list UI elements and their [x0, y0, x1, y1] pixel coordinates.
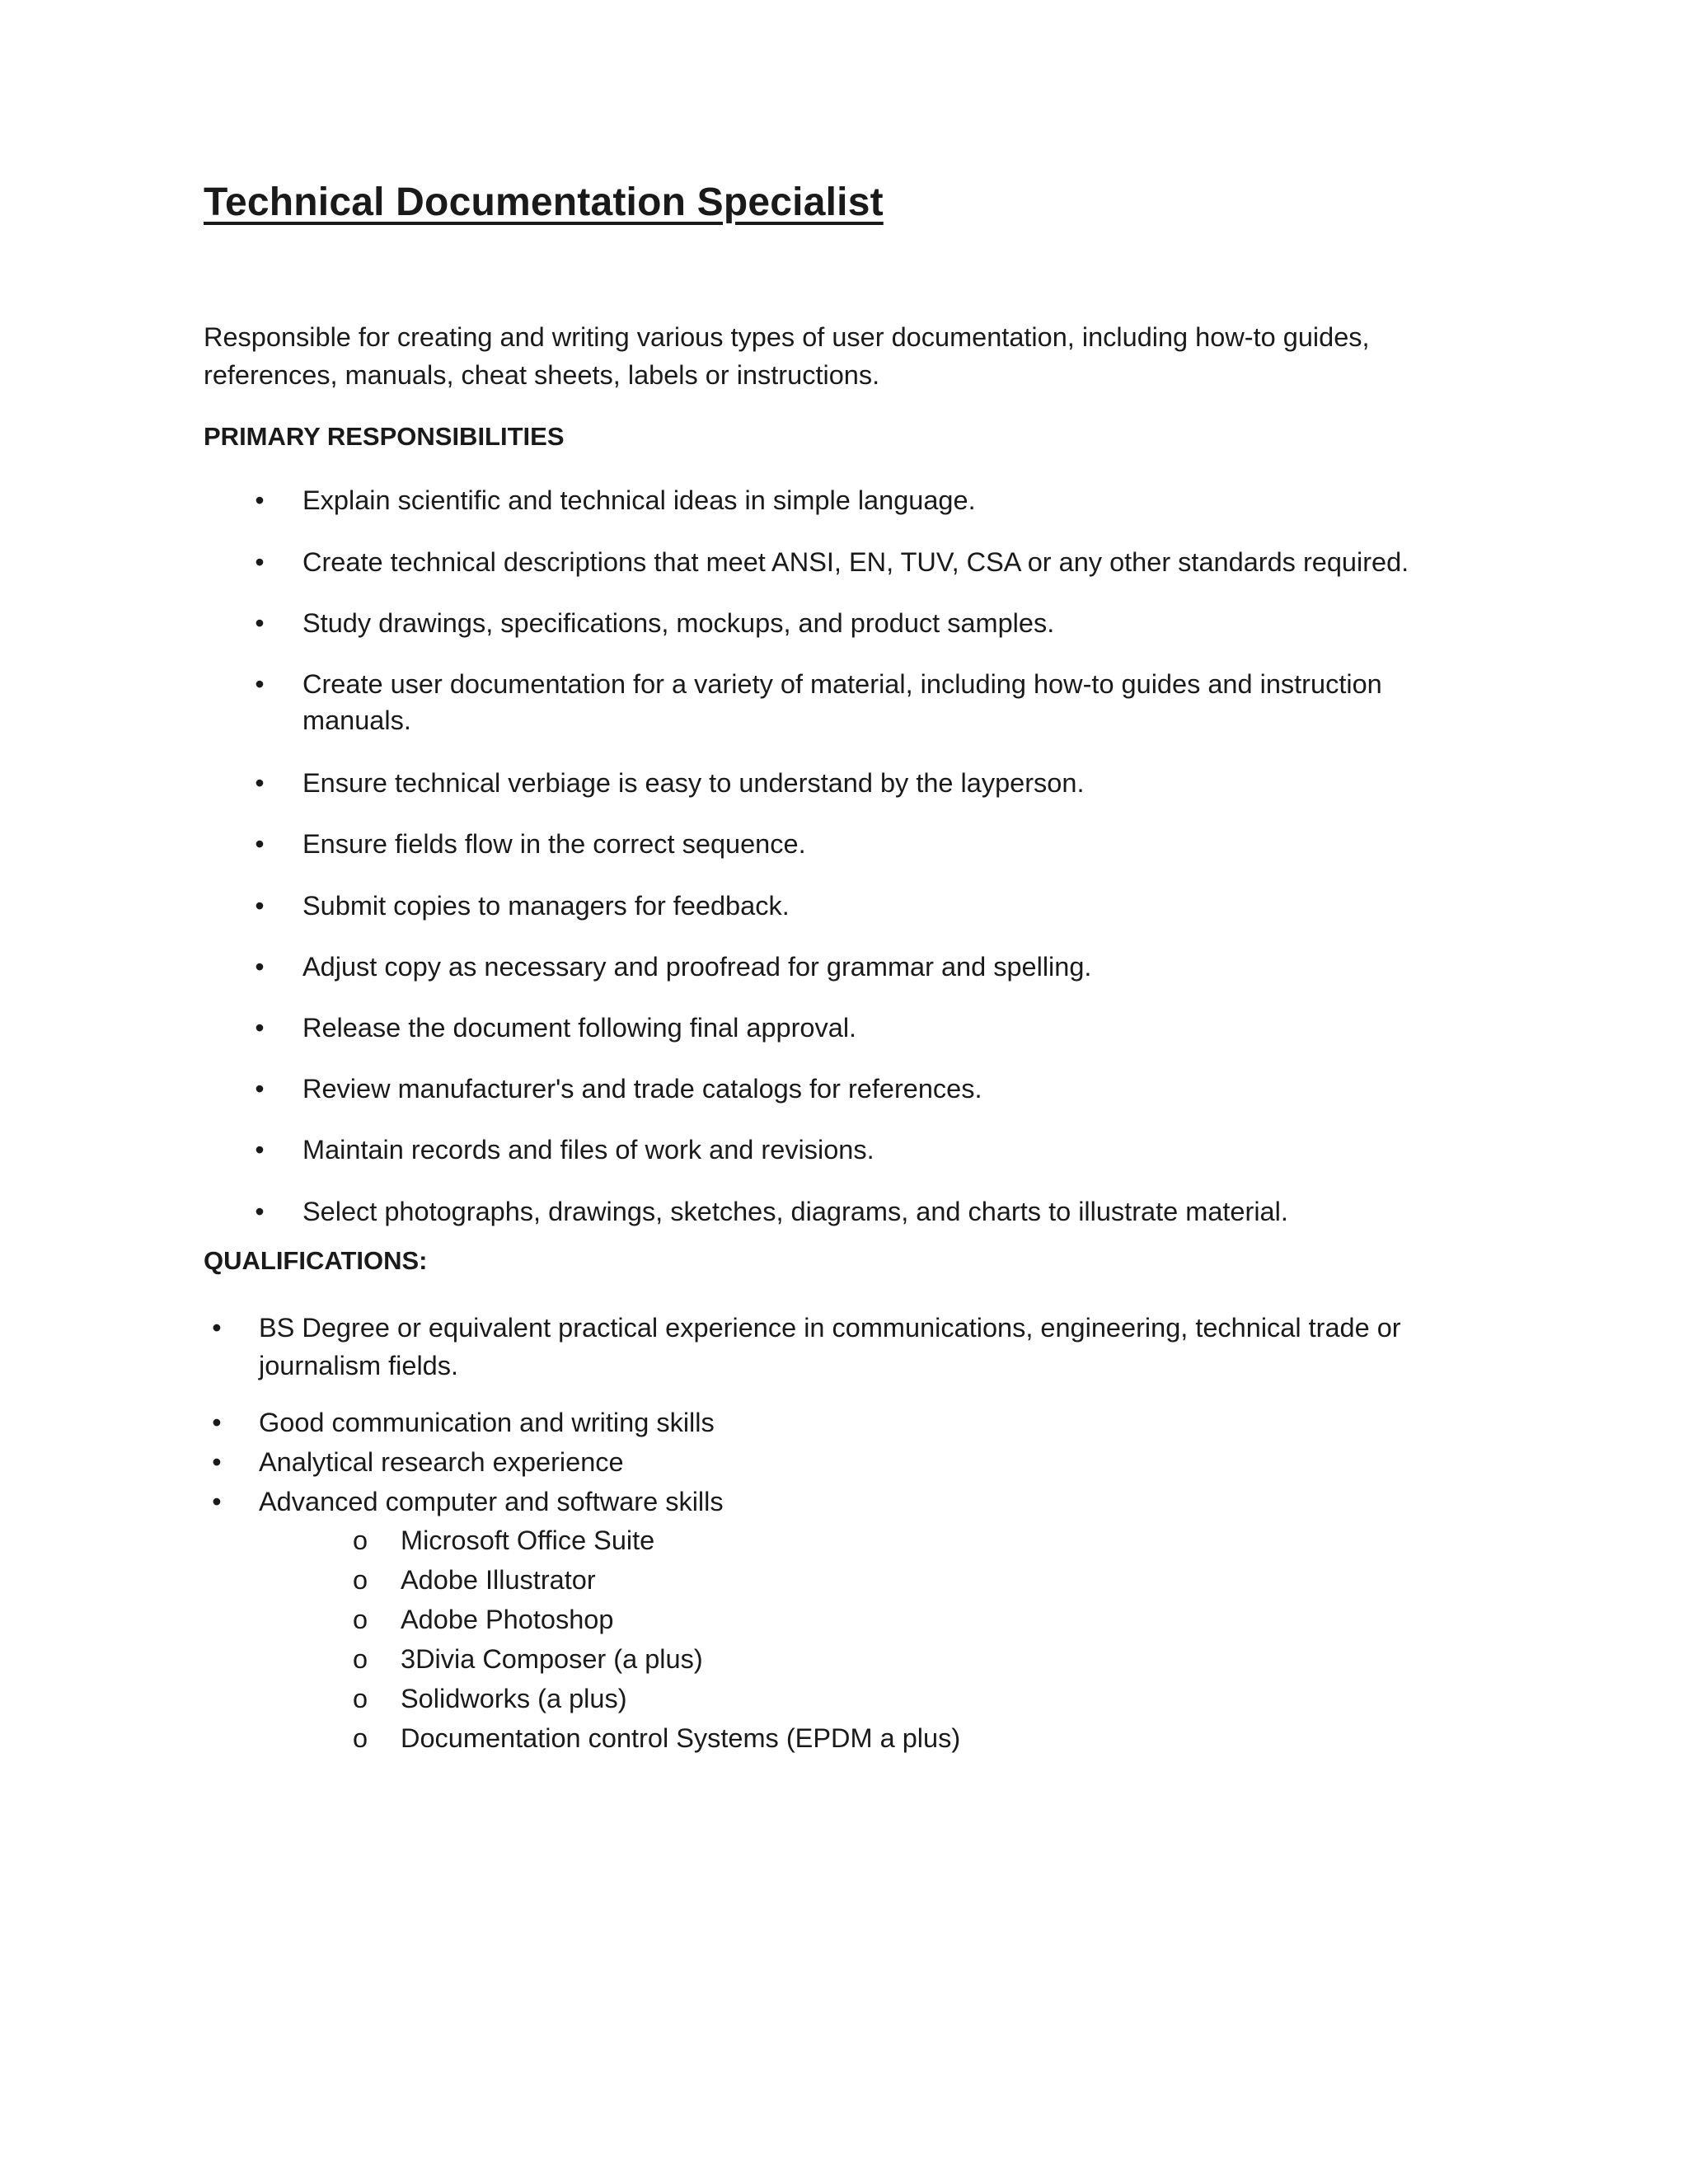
bullet-icon: •	[255, 485, 265, 515]
circle-bullet-icon: o	[352, 1526, 368, 1555]
bullet-icon: •	[255, 829, 265, 859]
responsibility-text: Ensure technical verbiage is easy to understand by the layperson.	[302, 768, 1085, 798]
software-skill-text: Documentation control Systems (EPDM a plus)	[401, 1723, 961, 1753]
bullet-icon: •	[212, 1313, 222, 1343]
circle-bullet-icon: o	[352, 1605, 368, 1634]
bullet-icon: •	[255, 1135, 265, 1165]
responsibility-text: Ensure fields flow in the correct sequence.	[302, 829, 806, 859]
qualification-text: Good communication and writing skills	[259, 1408, 715, 1437]
software-skill-text: Adobe Illustrator	[401, 1565, 596, 1595]
bullet-icon: •	[255, 952, 265, 982]
document-title: Technical Documentation Specialist	[204, 180, 884, 224]
responsibility-item	[247, 1071, 1467, 1107]
responsibility-text: Submit copies to managers for feedback.	[302, 891, 790, 921]
responsibility-text: Create technical descriptions that meet ANSI, EN, TUV, CSA or any other standards required.	[302, 547, 1409, 577]
qualification-item	[204, 1309, 1465, 1385]
bullet-icon: •	[212, 1487, 222, 1516]
software-skill-item	[348, 1521, 654, 1559]
software-skill-text: Microsoft Office Suite	[401, 1526, 655, 1555]
responsibility-text: Release the document following final approval.	[302, 1013, 857, 1043]
bullet-icon: •	[212, 1447, 222, 1477]
software-skill-item	[348, 1680, 627, 1718]
bullet-icon: •	[255, 669, 265, 699]
software-skill-item	[348, 1601, 613, 1638]
qualifications-heading: QUALIFICATIONS:	[204, 1246, 428, 1275]
qualification-text: Advanced computer and software skills	[259, 1487, 724, 1516]
software-skill-item	[348, 1561, 596, 1599]
bullet-icon: •	[212, 1408, 222, 1437]
responsibility-text: Create user documentation for a variety of material, including how-to guides and instruction manuals.	[302, 669, 1382, 735]
circle-bullet-icon: o	[352, 1684, 368, 1713]
responsibility-text: Review manufacturer's and trade catalogs for references.	[302, 1074, 982, 1104]
software-skill-text: 3Divia Composer (a plus)	[401, 1644, 703, 1674]
qualification-item	[204, 1404, 1465, 1441]
bullet-icon: •	[255, 608, 265, 638]
responsibility-item	[247, 826, 1467, 862]
qualification-item	[204, 1483, 1465, 1521]
responsibility-text: Study drawings, specifications, mockups, and product samples.	[302, 608, 1055, 638]
responsibility-item	[247, 1193, 1467, 1230]
responsibility-text: Explain scientific and technical ideas in simple language.	[302, 485, 976, 515]
bullet-icon: •	[255, 1197, 265, 1226]
bullet-icon: •	[255, 1074, 265, 1104]
primary-responsibilities-heading: PRIMARY RESPONSIBILITIES	[204, 422, 565, 451]
responsibility-item	[247, 482, 1467, 518]
responsibility-item	[247, 544, 1467, 580]
software-skill-item	[348, 1640, 703, 1678]
bullet-icon: •	[255, 1013, 265, 1043]
software-skill-text: Adobe Photoshop	[401, 1605, 614, 1634]
bullet-icon: •	[255, 768, 265, 798]
responsibility-item	[247, 1132, 1467, 1168]
qualification-item	[204, 1443, 1465, 1481]
intro-paragraph: Responsible for creating and writing various types of user documentation, including how-to guides, references, manuals, cheat sheets, labels or instructions.	[204, 322, 1370, 390]
responsibility-item	[247, 605, 1467, 641]
circle-bullet-icon: o	[352, 1723, 368, 1753]
bullet-icon: •	[255, 547, 265, 577]
circle-bullet-icon: o	[352, 1644, 368, 1674]
responsibility-text: Adjust copy as necessary and proofread for grammar and spelling.	[302, 952, 1092, 982]
responsibility-text: Select photographs, drawings, sketches, diagrams, and charts to illustrate material.	[302, 1197, 1288, 1226]
software-skill-item	[348, 1719, 960, 1757]
software-skill-text: Solidworks (a plus)	[401, 1684, 627, 1713]
responsibility-item	[247, 765, 1467, 801]
responsibility-item	[247, 1010, 1467, 1046]
circle-bullet-icon: o	[352, 1565, 368, 1595]
qualification-text: BS Degree or equivalent practical experience in communications, engineering, technical trade or journalism fields.	[259, 1313, 1401, 1380]
responsibility-item	[247, 888, 1467, 924]
qualification-text: Analytical research experience	[259, 1447, 624, 1477]
responsibility-item	[247, 949, 1467, 985]
responsibility-text: Maintain records and files of work and revisions.	[302, 1135, 874, 1165]
responsibility-item	[247, 666, 1467, 738]
bullet-icon: •	[255, 891, 265, 921]
